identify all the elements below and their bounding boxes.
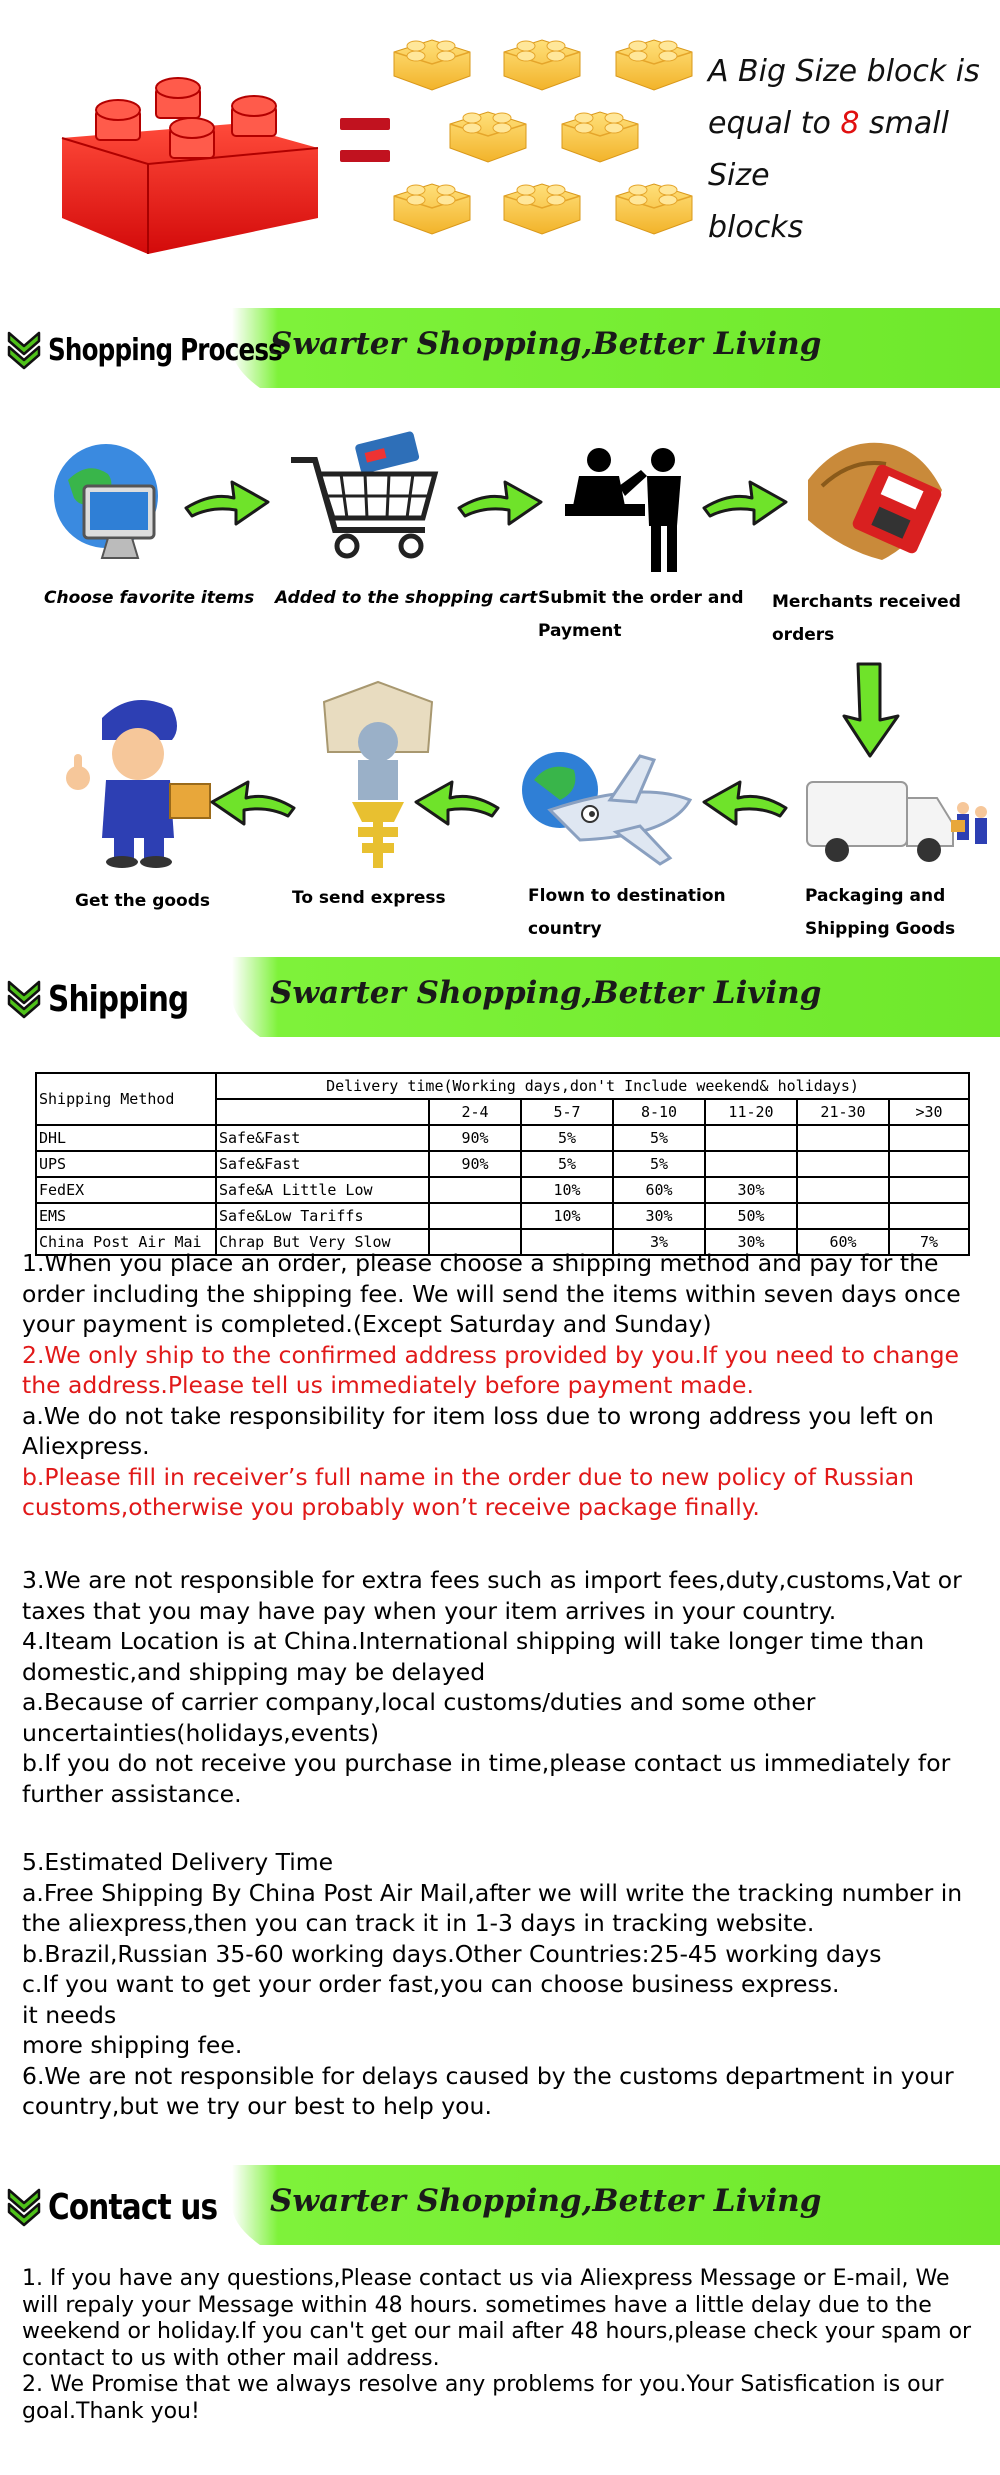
table-row — [36, 1203, 969, 1229]
small-yellow-blocks-image — [390, 22, 710, 272]
note-5: 5.Estimated Delivery Time — [22, 1848, 334, 1876]
method-header: Shipping Method — [36, 1073, 216, 1125]
shipping-banner — [0, 957, 1000, 1037]
percent-cell — [889, 1151, 969, 1177]
block-size-caption — [708, 46, 998, 254]
column-header: 21-30 — [797, 1099, 889, 1125]
double-chevron-icon — [6, 978, 42, 1020]
step-label-get-goods: Get the goods — [75, 891, 211, 911]
contact-note-1: 1. If you have any questions,Please contact us via Aliexpress Message or E-mail, We will repaly your Message within 48 hours. sometimes have a little delay due to the weekend or holiday.If you can't get our mail after 48 hours,please check your spam or contact to us with other mail address. — [22, 2266, 972, 2371]
percent-cell — [797, 1151, 889, 1177]
shopping-cart-icon — [285, 430, 455, 570]
double-chevron-icon — [6, 2186, 42, 2228]
section-title-contact: Contact us — [48, 2186, 218, 2228]
column-header: 2-4 — [429, 1099, 521, 1125]
step-label-cart: Added to the shopping cart — [275, 588, 538, 608]
block-size-comparison — [0, 0, 1000, 300]
note-2: 2.We only ship to the confirmed address provided by you.If you need to change the address.Please tell us immediately before payment made. — [22, 1340, 959, 1399]
percent-cell: 3% — [613, 1229, 705, 1255]
slogan: Swarter Shopping,Better Living — [270, 326, 822, 362]
globe-computer-icon — [48, 440, 174, 570]
percent-cell: 60% — [797, 1229, 889, 1255]
percent-cell — [429, 1177, 521, 1203]
step-label-shipping-goods: Shipping Goods — [805, 919, 956, 939]
process-arrow-icon — [700, 470, 790, 530]
percent-cell: 30% — [705, 1177, 797, 1203]
process-arrow-icon — [412, 770, 502, 830]
block-count: 8 — [840, 106, 860, 141]
shipping-notes-block-3 — [22, 1847, 982, 2122]
carrier-note-cell: Safe&Low Tariffs — [216, 1203, 429, 1229]
step-label-country: country — [528, 919, 602, 939]
note-5d: it needs — [22, 2000, 117, 2029]
delivery-man-icon — [62, 688, 222, 868]
merchant-receive-icon — [802, 430, 952, 575]
carrier-cell: China Post Air Mai — [36, 1229, 216, 1255]
contact-text-block — [22, 2266, 982, 2425]
percent-cell: 5% — [521, 1125, 613, 1151]
percent-cell: 5% — [521, 1151, 613, 1177]
percent-cell: 30% — [613, 1203, 705, 1229]
note-5a: a.Free Shipping By China Post Air Mail,after we will write the tracking number in the aliexpress,then you can track it in 1-3 days in tracking website. — [22, 1878, 963, 1937]
note-4b: b.If you do not receive you purchase in time,please contact us immediately for further assistance. — [22, 1749, 951, 1808]
carrier-cell: EMS — [36, 1203, 216, 1229]
process-arrow-icon — [455, 470, 545, 530]
percent-cell — [889, 1177, 969, 1203]
percent-cell — [889, 1203, 969, 1229]
percent-cell — [889, 1125, 969, 1151]
percent-cell: 10% — [521, 1177, 613, 1203]
shipping-van-icon — [797, 768, 997, 878]
step-label-payment: Payment — [538, 621, 622, 641]
section-title-shipping: Shipping — [48, 978, 189, 1020]
carrier-note-cell: Chrap But Very Slow — [216, 1229, 429, 1255]
note-4a: a.Because of carrier company,local customs/duties and some other uncertainties(holidays,events) — [22, 1688, 816, 1747]
caption-line-3: blocks — [708, 210, 804, 245]
delivery-time-header: Delivery time(Working days,don't Include weekend& holidays) — [216, 1073, 969, 1099]
column-header: 11-20 — [705, 1099, 797, 1125]
step-label-orders: orders — [772, 625, 835, 645]
shopping-process-banner — [0, 308, 1000, 388]
airplane-globe-icon — [520, 740, 700, 870]
process-arrow-icon — [208, 770, 298, 830]
note-2b: b.Please fill in receiver’s full name in the order due to new policy of Russian customs,otherwise you probably won’t receive package finally. — [22, 1462, 915, 1521]
percent-cell — [797, 1177, 889, 1203]
percent-cell: 5% — [613, 1151, 705, 1177]
big-red-block-image — [52, 68, 328, 258]
section-title-process: Shopping Process — [48, 332, 282, 368]
process-arrow-icon — [182, 470, 272, 530]
percent-cell: 90% — [429, 1151, 521, 1177]
shipping-method-table — [35, 1072, 970, 1256]
down-arrow-icon — [840, 660, 904, 760]
shipping-notes-block-1 — [22, 1248, 982, 1523]
percent-cell — [705, 1151, 797, 1177]
carrier-cell: UPS — [36, 1151, 216, 1177]
carrier-cell: FedEX — [36, 1177, 216, 1203]
percent-cell — [797, 1203, 889, 1229]
step-label-submit: Submit the order and — [538, 588, 744, 608]
step-label-choose: Choose favorite items — [44, 588, 255, 608]
percent-cell — [797, 1125, 889, 1151]
percent-cell: 10% — [521, 1203, 613, 1229]
equals-sign-icon — [340, 118, 390, 174]
percent-cell: 60% — [613, 1177, 705, 1203]
note-3: 3.We are not responsible for extra fees such as import fees,duty,customs,Vat or taxes that you may have pay when your item arrives in your country. — [22, 1566, 962, 1625]
carrier-note-cell: Safe&Fast — [216, 1125, 429, 1151]
percent-cell: 50% — [705, 1203, 797, 1229]
percent-cell: 5% — [613, 1125, 705, 1151]
payment-counter-icon — [565, 446, 695, 576]
slogan: Swarter Shopping,Better Living — [270, 975, 822, 1011]
carrier-note-cell: Safe&Fast — [216, 1151, 429, 1177]
slogan: Swarter Shopping,Better Living — [270, 2183, 822, 2219]
percent-cell — [429, 1203, 521, 1229]
step-label-merchants: Merchants received — [772, 592, 961, 612]
table-header-row — [36, 1073, 969, 1099]
table-row — [36, 1125, 969, 1151]
percent-cell — [705, 1125, 797, 1151]
note-5b: b.Brazil,Russian 35-60 working days.Other Countries:25-45 working days — [22, 1939, 882, 1968]
step-label-flown: Flown to destination — [528, 886, 726, 906]
note-5c: c.If you want to get your order fast,you can choose business express. — [22, 1970, 840, 1998]
double-chevron-icon — [6, 329, 42, 371]
percent-cell: 30% — [705, 1229, 797, 1255]
contact-banner — [0, 2165, 1000, 2245]
carrier-note-cell: Safe&A Little Low — [216, 1177, 429, 1203]
shipping-notes-block-2 — [22, 1565, 982, 1809]
caption-line-1: A Big Size block is — [708, 54, 980, 89]
note-4: 4.Iteam Location is at China.International shipping will take longer time than domestic,and shipping may be delayed — [22, 1627, 925, 1686]
table-row — [36, 1151, 969, 1177]
column-header: >30 — [889, 1099, 969, 1125]
step-label-packaging: Packaging and — [805, 886, 946, 906]
note-2a: a.We do not take responsibility for item loss due to wrong address you left on Aliexpress. — [22, 1401, 934, 1460]
carrier-cell: DHL — [36, 1125, 216, 1151]
column-header: 5-7 — [521, 1099, 613, 1125]
percent-cell: 90% — [429, 1125, 521, 1151]
column-header: 8-10 — [613, 1099, 705, 1125]
process-arrow-icon — [700, 770, 790, 830]
percent-cell: 7% — [889, 1229, 969, 1255]
step-label-send-express: To send express — [292, 888, 446, 908]
note-5e: more shipping fee. — [22, 2031, 243, 2059]
contact-note-2: 2. We Promise that we always resolve any problems for you.Your Satisfication is our goal.Thank you! — [22, 2372, 944, 2424]
note-1: 1.When you place an order, please choose a shipping method and pay for the order including the shipping fee. We will send the items within seven days once your payment is completed.(Except Saturday and Sunday) — [22, 1249, 961, 1338]
table-row — [36, 1177, 969, 1203]
note-6: 6.We are not responsible for delays caused by the customs department in your country,but we try our best to help you. — [22, 2061, 954, 2120]
caption-line-2: equal to 8 small Size — [708, 106, 949, 193]
